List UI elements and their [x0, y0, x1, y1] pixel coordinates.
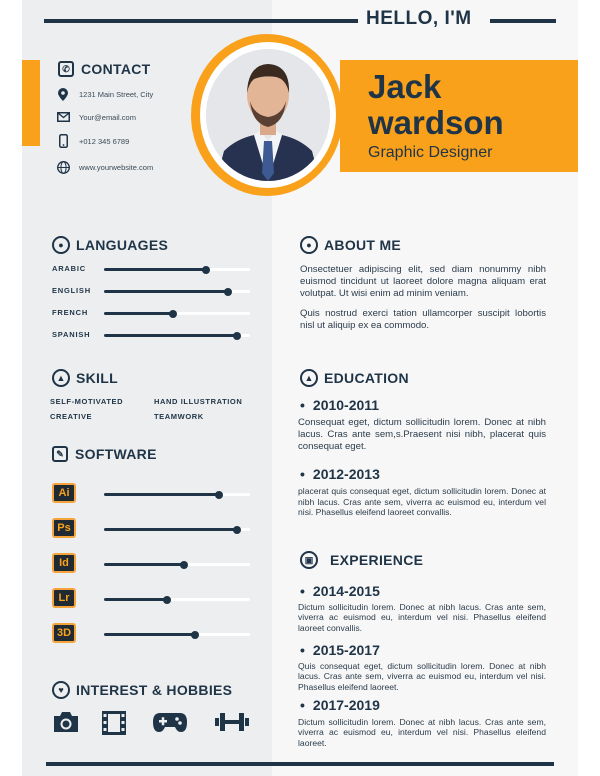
- software-level-bar: [104, 493, 250, 496]
- software-level-fill: [104, 598, 167, 601]
- software-level-bar: [104, 528, 250, 531]
- skill-item: HAND ILLUSTRATION: [154, 397, 243, 406]
- software-badge: Ps: [52, 518, 76, 538]
- software-title: SOFTWARE: [75, 446, 157, 462]
- last-name: wardson: [368, 104, 504, 141]
- language-level-bar: [104, 334, 250, 337]
- language-level-bar: [104, 268, 250, 271]
- software-level-fill: [104, 633, 195, 636]
- languages-title: LANGUAGES: [76, 237, 169, 253]
- software-level-knob: [215, 491, 223, 499]
- software-level-bar: [104, 598, 250, 601]
- about-heading: [300, 236, 401, 254]
- skill-item: SELF-MOTIVATED: [50, 397, 124, 406]
- software-level-fill: [104, 563, 184, 566]
- skill-item: CREATIVE: [50, 412, 93, 421]
- briefcase-icon: ▣: [300, 551, 318, 569]
- pen-nib-icon: ▲: [52, 369, 70, 387]
- language-level-fill: [104, 312, 173, 315]
- language-name: SPANISH: [52, 330, 91, 339]
- software-badge: Ai: [52, 483, 76, 503]
- language-level-fill: [104, 268, 206, 271]
- gamepad-icon: [152, 710, 188, 738]
- software-heading: [52, 446, 157, 462]
- software-level-bar: [104, 633, 250, 636]
- education-years: • 2012-2013: [300, 466, 380, 482]
- profile-photo: [206, 49, 330, 181]
- software-level-knob: [163, 596, 171, 604]
- contact-address-row: [56, 87, 153, 101]
- language-level-knob: [224, 288, 232, 296]
- software-level-knob: [180, 561, 188, 569]
- languages-heading: [52, 236, 168, 254]
- document-edit-icon: ✎: [52, 446, 68, 462]
- language-name: ARABIC: [52, 264, 86, 273]
- contact-title: CONTACT: [81, 61, 151, 77]
- skill-title: SKILL: [76, 370, 118, 386]
- about-title: ABOUT ME: [324, 237, 402, 253]
- software-level-knob: [191, 631, 199, 639]
- film-icon: [101, 710, 131, 738]
- experience-years: • 2017-2019: [300, 697, 380, 713]
- contact-email-row: [56, 110, 136, 124]
- contact-address: 1231 Main Street, City: [79, 89, 154, 99]
- software-level-bar: [104, 563, 250, 566]
- contact-phone: +012 345 6789: [79, 136, 130, 146]
- software-level-fill: [104, 493, 219, 496]
- location-pin-icon: [56, 87, 70, 101]
- camera-icon: [52, 710, 82, 738]
- speech-bubble-icon: ●: [52, 236, 70, 254]
- software-level-knob: [233, 526, 241, 534]
- education-heading: [300, 369, 409, 387]
- contact-icon: ✆: [58, 61, 74, 77]
- education-description: Consequat eget, dictum sollicitudin lorem. Donec at nibh lacus. Cras ante sem,s.Praesent nisi nibh, placerat quis consequat eget.: [298, 417, 546, 452]
- language-level-knob: [202, 266, 210, 274]
- software-badge: Lr: [52, 588, 76, 608]
- greeting-rule-right: [490, 19, 556, 23]
- language-level-fill: [104, 290, 228, 293]
- interests-heading: [52, 681, 232, 699]
- language-level-fill: [104, 334, 237, 337]
- education-title: EDUCATION: [324, 370, 409, 386]
- experience-description: Dictum sollicitudin lorem. Donec at nibh lacus. Cras ante sem, viverra ac euismod eu, interdum vel nisi. Phasellus eleifend laoreet convallis.: [298, 602, 546, 633]
- dumbbell-icon: [214, 710, 250, 738]
- greeting-text: HELLO, I'M: [366, 8, 472, 29]
- contact-website[interactable]: www.yourwebsite.com: [79, 162, 154, 172]
- mail-icon: [56, 110, 70, 124]
- experience-heading: [300, 551, 423, 569]
- user-icon: ●: [300, 236, 318, 254]
- graduation-cap-icon: ▲: [300, 369, 318, 387]
- language-level-bar: [104, 312, 250, 315]
- education-years: • 2010-2011: [300, 397, 379, 413]
- education-description: placerat quis consequat eget, dictum sollicitudin lorem. Donec at nibh lacus. Cras ante sem, viverra ac euismod eu, interdum vel nisi. Phasellus eleifend laoreet convallis.: [298, 486, 546, 518]
- contact-phone-row: [56, 134, 129, 148]
- software-badge: 3D: [52, 623, 76, 643]
- about-paragraph-2: Quis nostrud exerci tation ullamcorper suscipit lobortis nisl ut aliquip ex ea commodo.: [300, 308, 546, 331]
- skill-item: TEAMWORK: [154, 412, 204, 421]
- footer-rule: [46, 762, 554, 766]
- globe-icon: [56, 160, 70, 174]
- job-title: Graphic Designer: [368, 144, 493, 161]
- language-level-knob: [169, 310, 177, 318]
- interests-title: INTEREST & HOBBIES: [76, 682, 233, 698]
- contact-email[interactable]: Your@email.com: [79, 112, 136, 122]
- about-paragraph-1: Onsectetuer adipiscing elit, sed diam nonummy nibh euismod tincidunt ut laoreet dolore magna aliquam erat volutpat. Ut wisi enim ad minim veniam.: [300, 264, 546, 299]
- experience-description: Dictum sollicitudin lorem. Donec at nibh lacus. Cras ante sem, viverra ac euismod eu, interdum vel nisi. Phasellus eleifend laoreet.: [298, 717, 546, 748]
- contact-website-row: [56, 160, 153, 174]
- language-name: ENGLISH: [52, 286, 91, 295]
- contact-accent-band: [22, 60, 40, 146]
- greeting-header: [40, 6, 558, 32]
- experience-years: • 2014-2015: [300, 583, 380, 599]
- language-level-bar: [104, 290, 250, 293]
- first-name: Jack: [368, 68, 442, 105]
- experience-years: • 2015-2017: [300, 642, 380, 658]
- software-badge: Id: [52, 553, 76, 573]
- phone-icon: [56, 134, 70, 148]
- greeting-rule-left: [44, 19, 358, 23]
- contact-heading: [58, 61, 151, 77]
- language-name: FRENCH: [52, 308, 89, 317]
- experience-title: EXPERIENCE: [330, 552, 424, 568]
- skill-heading: [52, 369, 118, 387]
- language-level-knob: [233, 332, 241, 340]
- heart-icon: ♥: [52, 681, 70, 699]
- software-level-fill: [104, 528, 237, 531]
- experience-description: Quis consequat eget, dictum sollicitudin lorem. Donec at nibh lacus. Cras ante sem, viverra ac euismod eu, interdum vel nisi. Phasellus eleifend laoreet.: [298, 661, 546, 692]
